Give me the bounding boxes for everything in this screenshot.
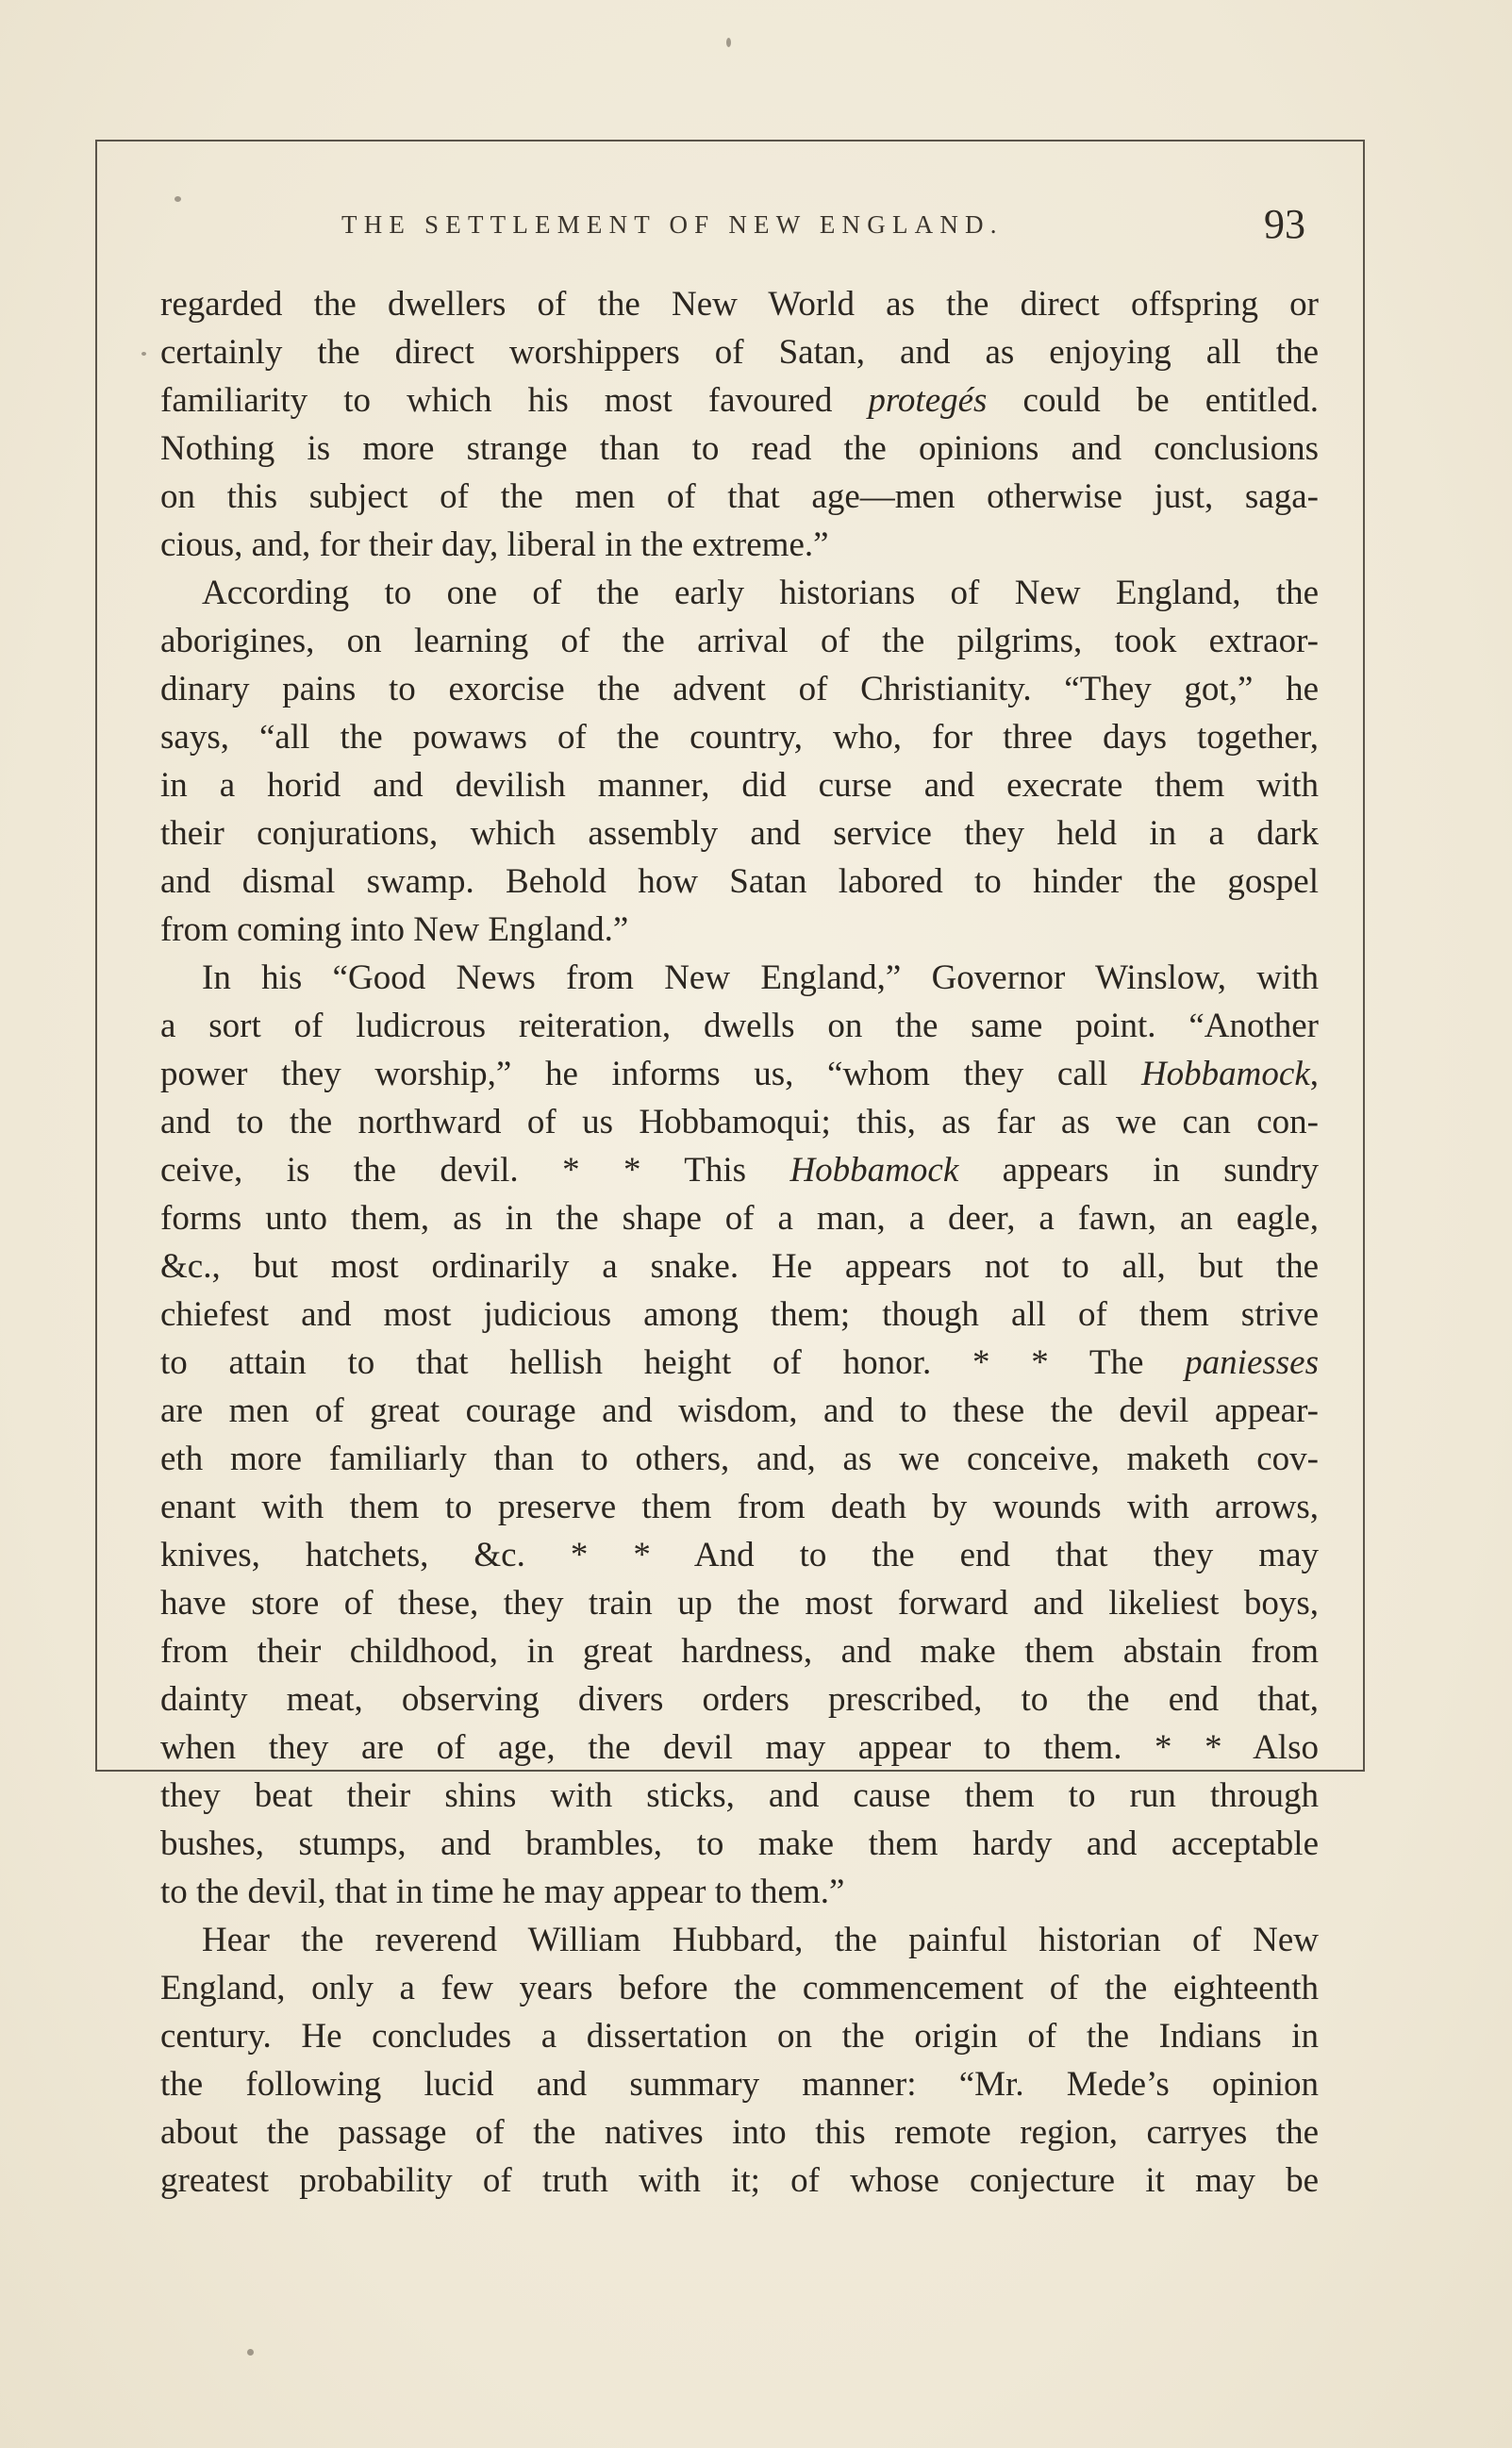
text-line-segment: from coming into New England.” — [160, 910, 629, 949]
text-line-segment: the following lucid and summary manner: “Mr. Mede’s opinion — [160, 2065, 1319, 2104]
text-line — [160, 280, 1319, 328]
text-line — [160, 1146, 1319, 1194]
text-line-segment: eth more familiarly than to others, and, as we conceive, maketh cov- — [160, 1440, 1319, 1478]
italic-term: protegés — [868, 381, 988, 420]
text-line — [160, 761, 1319, 809]
text-line-segment: greatest probability of truth with it; of whose conjecture it may be — [160, 2161, 1319, 2200]
text-line — [160, 1675, 1319, 1724]
text-line-segment: enant with them to preserve them from death by wounds with arrows, — [160, 1488, 1319, 1526]
text-line — [160, 906, 1319, 954]
text-line-segment: forms unto them, as in the shape of a man, a deer, a fawn, an eagle, — [160, 1199, 1319, 1238]
body-text — [160, 280, 1319, 2205]
text-line-segment: &c., but most ordinarily a snake. He appears not to all, but the — [160, 1247, 1319, 1286]
text-line-segment: from their childhood, in great hardness, and make them abstain from — [160, 1632, 1319, 1671]
text-line-segment: knives, hatchets, &c. * * And to the end that they may — [160, 1536, 1319, 1574]
page-number: 93 — [1264, 201, 1305, 247]
italic-term: paniesses — [1185, 1343, 1319, 1382]
text-line-segment: to the devil, that in time he may appear to them.” — [160, 1873, 845, 1911]
text-line-segment: in a horid and devilish manner, did curse and execrate them with — [160, 766, 1319, 805]
text-line — [160, 665, 1319, 713]
text-line-segment: a sort of ludicrous reiteration, dwells on the same point. “Another — [160, 1007, 1319, 1045]
text-line — [160, 1868, 1319, 1916]
text-line-segment: and dismal swamp. Behold how Satan labored to hinder the gospel — [160, 862, 1319, 901]
text-line-segment: England, only a few years before the commencement of the eighteenth — [160, 1969, 1319, 2007]
text-line — [160, 1194, 1319, 1242]
text-line-segment: chiefest and most judicious among them; though all of them strive — [160, 1295, 1319, 1334]
text-line — [160, 1339, 1319, 1387]
text-line — [160, 713, 1319, 761]
text-line — [160, 1627, 1319, 1675]
ink-speck — [247, 2349, 254, 2356]
text-line-segment: on this subject of the men of that age—men otherwise just, saga- — [160, 477, 1319, 516]
text-line — [160, 1916, 1319, 1964]
text-line — [160, 1820, 1319, 1868]
text-line — [160, 1579, 1319, 1627]
text-line-segment: In his “Good News from New England,” Governor Winslow, with — [202, 958, 1319, 997]
text-line — [160, 2060, 1319, 2108]
text-line-segment: about the passage of the natives into this remote region, carryes the — [160, 2113, 1319, 2152]
text-line-segment: Hear the reverend William Hubbard, the painful historian of New — [202, 1921, 1319, 1959]
italic-term: Hobbamock — [789, 1151, 959, 1190]
text-line-segment: , — [1309, 1055, 1319, 1093]
text-line-segment: cious, and, for their day, liberal in the extreme.” — [160, 525, 829, 564]
text-line — [160, 569, 1319, 617]
text-line — [160, 2012, 1319, 2060]
text-line — [160, 1531, 1319, 1579]
text-line — [160, 1098, 1319, 1146]
text-line — [160, 1242, 1319, 1291]
text-line-segment: appears in sundry — [958, 1151, 1319, 1190]
text-line-segment: aborigines, on learning of the arrival of the pilgrims, took extraor- — [160, 622, 1319, 660]
text-line — [160, 1435, 1319, 1483]
text-line — [160, 954, 1319, 1002]
text-line-segment: says, “all the powaws of the country, who, for three days together, — [160, 718, 1319, 757]
text-line-segment: ceive, is the devil. * * This — [160, 1151, 790, 1190]
text-line — [160, 425, 1319, 473]
text-line — [160, 858, 1319, 906]
ink-speck — [174, 196, 181, 202]
text-line-segment: could be entitled. — [987, 381, 1319, 420]
text-line-segment: and to the northward of us Hobbamoqui; this, as far as we can con- — [160, 1103, 1319, 1141]
text-line — [160, 1772, 1319, 1820]
text-line — [160, 2157, 1319, 2205]
text-line — [160, 617, 1319, 665]
text-line — [160, 376, 1319, 425]
text-line-segment: power they worship,” he informs us, “whom they call — [160, 1055, 1141, 1093]
text-line-segment: to attain to that hellish height of honor. * * The — [160, 1343, 1186, 1382]
text-line — [160, 2108, 1319, 2157]
text-line — [160, 1002, 1319, 1050]
italic-term: Hobbamock — [1140, 1055, 1310, 1093]
text-line-segment: century. He concludes a dissertation on the origin of the Indians in — [160, 2017, 1319, 2056]
text-line-segment: dainty meat, observing divers orders prescribed, to the end that, — [160, 1680, 1319, 1719]
ink-speck — [141, 352, 146, 356]
text-line — [160, 328, 1319, 376]
running-header — [0, 201, 1512, 253]
text-line-segment: they beat their shins with sticks, and cause them to run through — [160, 1776, 1319, 1815]
text-line-segment: Nothing is more strange than to read the opinions and conclusions — [160, 429, 1319, 468]
ink-speck — [726, 38, 731, 47]
text-line-segment: their conjurations, which assembly and service they held in a dark — [160, 814, 1319, 853]
text-line — [160, 473, 1319, 521]
text-line — [160, 809, 1319, 858]
text-line — [160, 1964, 1319, 2012]
text-line — [160, 1387, 1319, 1435]
text-line-segment: when they are of age, the devil may appear to them. * * Also — [160, 1728, 1319, 1767]
text-line-segment: According to one of the early historians of New England, the — [202, 574, 1319, 612]
text-line — [160, 1724, 1319, 1772]
text-line — [160, 1050, 1319, 1098]
text-line — [160, 1483, 1319, 1531]
text-line-segment: bushes, stumps, and brambles, to make them hardy and acceptable — [160, 1824, 1319, 1863]
text-line-segment: certainly the direct worshippers of Satan, and as enjoying all the — [160, 333, 1319, 372]
text-line-segment: are men of great courage and wisdom, and to these the devil appear- — [160, 1391, 1319, 1430]
running-title: THE SETTLEMENT OF NEW ENGLAND. — [341, 210, 1004, 239]
text-line-segment: have store of these, they train up the most forward and likeliest boys, — [160, 1584, 1319, 1623]
text-line-segment: dinary pains to exorcise the advent of Christianity. “They got,” he — [160, 670, 1319, 708]
text-line-segment: regarded the dwellers of the New World as the direct offspring or — [160, 285, 1319, 324]
text-line — [160, 1291, 1319, 1339]
text-line — [160, 521, 1319, 569]
text-line-segment: familiarity to which his most favoured — [160, 381, 869, 420]
